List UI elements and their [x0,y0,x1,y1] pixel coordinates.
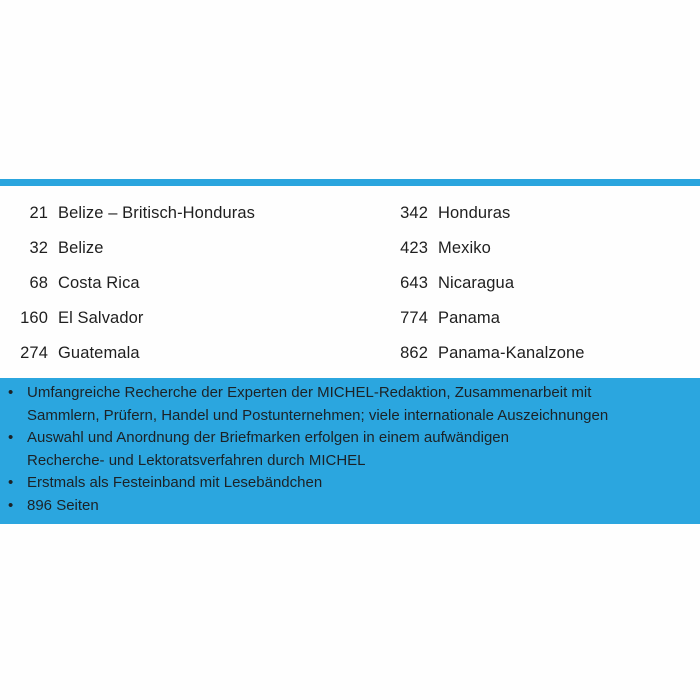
toc-entry [380,196,510,231]
toc-country-name: Mexiko [438,239,491,257]
feature-text: Umfangreiche Recherche der Experten der MICHEL-Redaktion, Zusammenarbeit mit [27,384,592,401]
toc-entry [0,266,140,301]
toc-page-number: 643 [400,274,428,292]
toc-entry [380,336,585,371]
feature-text: 896 Seiten [27,496,99,514]
feature-text: Recherche- und Lektoratsverfahren durch MICHEL [27,451,366,469]
toc-page-number: 21 [29,204,48,222]
toc-country-name: El Salvador [58,309,144,327]
toc-entry [0,301,143,336]
toc-country-name: Costa Rica [58,274,140,292]
toc-page-number: 862 [400,344,428,362]
toc-entry [0,196,255,231]
feature-item [8,382,608,427]
bullet-icon: • [8,474,14,491]
toc-entry [380,266,514,301]
bullet-icon: • [8,384,14,401]
toc-entry [0,231,104,266]
toc-page-number: 774 [400,309,428,327]
table-of-contents [0,186,700,378]
toc-page-number: 32 [29,239,48,257]
toc-country-name: Honduras [438,204,511,222]
feature-text: Auswahl und Anordnung der Briefmarken erfolgen in einem aufwändigen [27,429,509,446]
toc-country-name: Nicaragua [438,274,515,292]
feature-item [8,427,608,472]
toc-entry [380,301,500,336]
bullet-icon: • [8,429,14,446]
toc-page-number: 423 [400,239,428,257]
toc-page-number: 274 [20,344,48,362]
feature-info-box [0,378,700,524]
toc-country-name: Panama [438,309,501,327]
toc-entry [380,231,491,266]
bullet-icon: • [8,496,14,514]
toc-country-name: Belize [58,239,104,257]
toc-page-number: 342 [400,204,428,222]
toc-entry [0,336,140,371]
toc-country-name: Panama-Kanalzone [438,344,585,362]
feature-item [8,472,608,495]
toc-page-number: 68 [29,274,48,292]
toc-country-name: Belize – Britisch-Honduras [58,204,256,222]
toc-page-number: 160 [20,309,48,327]
feature-list [8,382,608,517]
feature-text: Sammlern, Prüfern, Handel und Postunternehmen; viele internationale Auszeichnungen [27,406,609,424]
toc-country-name: Guatemala [58,344,140,362]
feature-text: Erstmals als Festeinband mit Lesebändchen [27,474,323,491]
top-accent-rule [0,179,700,186]
feature-item [8,495,608,518]
